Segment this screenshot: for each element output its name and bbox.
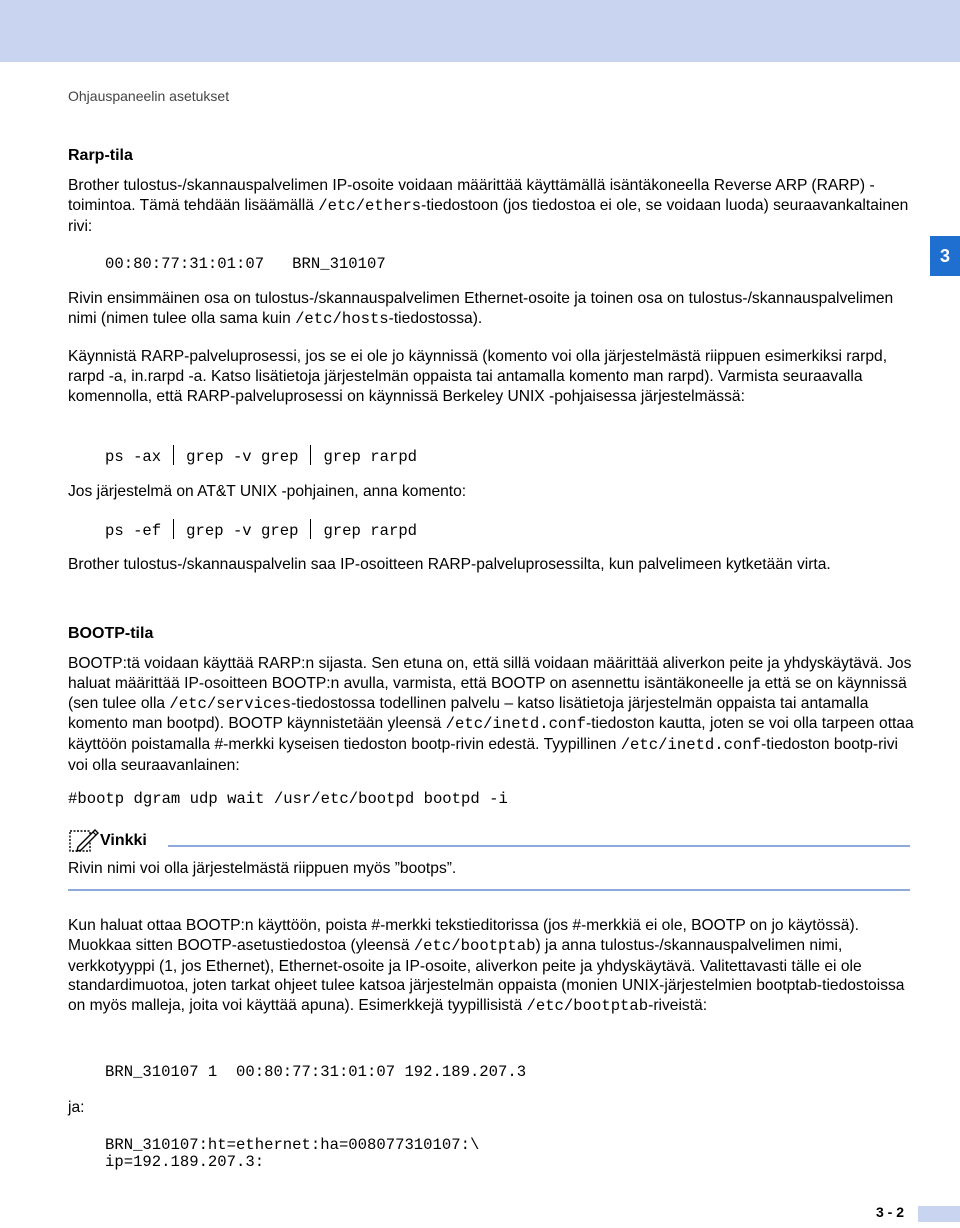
inline-code: /etc/hosts [295,309,389,328]
text-run: -tiedostossa todellinen palvelu – katso lisätietoja järjestelmän oppaista tai antamalla komento man bootpd). BOOTP käynnistetään yleensä [68,694,869,733]
bootptab-example-2 [105,1137,479,1171]
command-part: grep -v grep [186,448,299,466]
bootp-paragraph-1 [68,654,918,776]
text-run: BOOTP:tä voidaan käyttää RARP:n sijasta. Sen etuna on, että sillä voidaan määrittää aliverkon peite ja yhdyskäytävä. Jos haluat määrittää IP-osoitteen BOOTP:n avulla, varmista, että BOOTP on asennettu isäntäkoneelle ja että se on käynnissä (sen tulee olla [68,655,912,712]
inline-code: /etc/services [169,694,292,713]
header-band [0,0,960,62]
command-part: grep -v grep [186,522,299,540]
pipe-separator [310,519,311,539]
text-run: Kun haluat ottaa BOOTP:n käyttöön, poista #-merkki tekstieditorissa (jos #-merkkiä ei ole, BOOTP on jo käytössä). Muokkaa sitten BOOTP-asetustiedostoa (yleensä [68,917,860,954]
bootptab-example-1: BRN_310107 1 00:80:77:31:01:07 192.189.207.3 [105,1063,527,1081]
text-run: Brother tulostus-/skannauspalvelimen IP-osoite voidaan määrittää käyttämällä isäntäkoneella Reverse ARP (RARP) -toimintoa. Tämä tehdään lisäämällä [68,177,875,214]
page-number-band [918,1206,960,1222]
rarp-paragraph-3: Käynnistä RARP-palveluprosessi, jos se ei ole jo käynnissä (komento voi olla järjestelmästä riippuen esimerkiksi rarpd, rarpd -a, in.rarpd -a. Katso lisätietoja järjestelmän oppaista tai antamalla komento man rarpd). Varmista seuraavalla komennolla, että RARP-palveluprosessi on käynnissä Berkeley UNIX -pohjaisessa järjestelmässä: [68,348,888,405]
command-part: ps -ax [105,448,162,466]
command-part: grep rarpd [323,522,418,540]
text-run: -tiedostossa). [388,309,483,327]
inline-code: /etc/bootptab [413,936,536,955]
text-run: -tiedoston bootp-rivi voi olla seuraavanlainen: [68,736,899,774]
ja-label: ja: [68,1099,85,1116]
rarp-paragraph-5: Brother tulostus-/skannauspalvelin saa IP-osoitteen RARP-palveluprosessilta, kun palvelimeen kytketään virta. [68,556,831,573]
inline-code: /etc/ethers [318,196,422,215]
inline-code: /etc/inetd.conf [445,715,587,734]
text-run: -tiedoston kautta, joten se voi olla tarpeen ottaa käyttöön poistamalla #-merkki kyseisen tiedoston bootp-rivin edestä. Tyypillinen [68,715,914,754]
command-att [105,519,417,540]
text-run: ) ja anna tulostus-/skannauspalvelimen nimi, verkkotyyppi (1, jos Ethernet), Ethernet-osoite ja IP-osoite, aliverkon peite ja yhdyskäytävä. Valitettavasti tälle ei ole standardimuotoa, joten tarkat ohjeet tulee katsoa järjestelmän oppaista (monien UNIX-järjestelmien bootptab-tiedostoissa on myös malleja, joita voi käyttää apuna). Esimerkkejä tyypillisistä [68,936,905,1015]
section-heading-rarp: Rarp-tila [68,147,133,164]
rarp-paragraph-4: Jos järjestelmä on AT&T UNIX -pohjainen, anna komento: [68,483,467,500]
text-run: -tiedostoon (jos tiedostoa ei ole, se voidaan luoda) seuraavankaltainen rivi: [68,196,909,235]
rarp-paragraph-2 [68,289,918,330]
page-number: 3 - 2 [876,1204,905,1220]
code-line: BRN_310107:ht=ethernet:ha=008077310107:\ [105,1136,480,1154]
pipe-separator [173,519,174,539]
text-run: Rivin ensimmäinen osa on tulostus-/skannauspalvelimen Ethernet-osoite ja toinen osa on tulostus-/skannauspalvelimen nimi (nimen tulee olla sama kuin [68,290,894,327]
code-line-ethers: 00:80:77:31:01:07 BRN_310107 [105,255,386,273]
pipe-separator [173,445,174,465]
text-run: -riveistä: [648,997,708,1015]
command-part: grep rarpd [323,448,418,466]
breadcrumb: Ohjauspaneelin asetukset [68,88,230,104]
bootp-paragraph-2 [68,916,918,1017]
tip-title: Vinkki [100,832,147,849]
command-part: ps -ef [105,522,162,540]
tip-bottom-rule [68,889,910,891]
chapter-tab: 3 [930,236,960,276]
code-line: ip=192.189.207.3: [105,1153,265,1171]
section-heading-bootp: BOOTP-tila [68,625,154,642]
tip-top-rule [168,845,910,847]
pencil-note-icon [68,827,100,853]
command-berkeley [105,445,417,466]
inline-code: /etc/bootptab [526,997,649,1016]
rarp-paragraph-1 [68,176,918,236]
pipe-separator [310,445,311,465]
inline-code: /etc/inetd.conf [620,736,762,755]
code-line-inetd: #bootp dgram udp wait /usr/etc/bootpd bootpd -i [68,790,508,808]
tip-text: Rivin nimi voi olla järjestelmästä riippuen myös ”bootps”. [68,860,457,877]
